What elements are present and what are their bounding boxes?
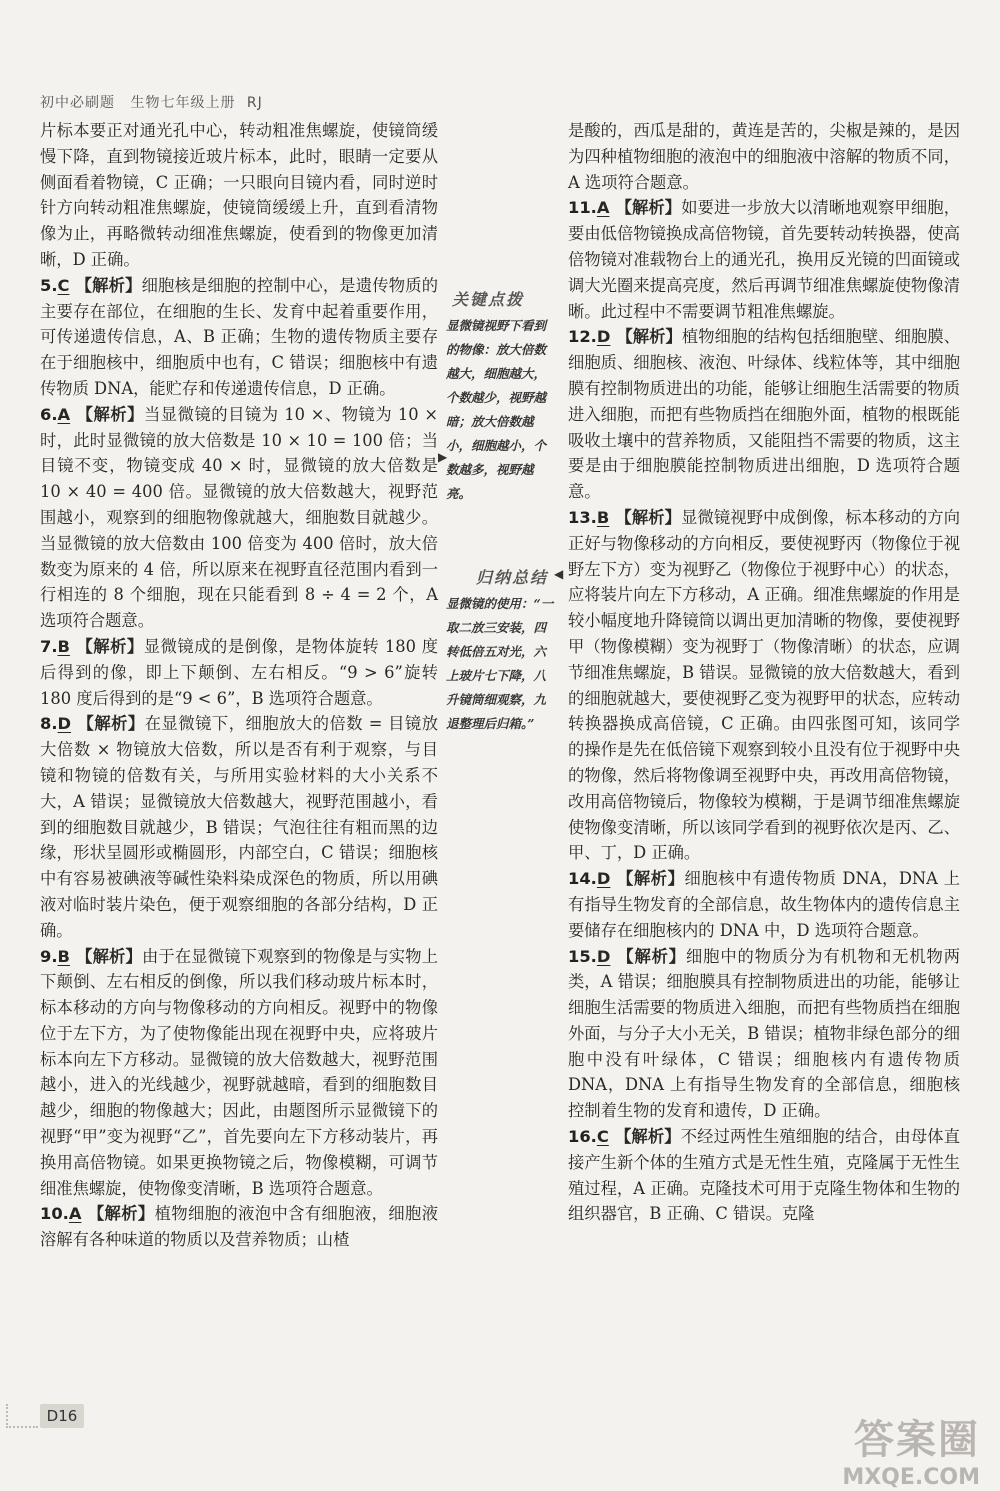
- item-text: 由于在显微镜下观察到的物像是与实物上下颠倒、左右相反的倒像，所以我们移动玻片标本时，标本移动的方向与物像移动的方向相反。视野中的物像位于左下方，为了使物像能出现在视野中央，应将玻片标本向左下方移动。显微镜的放大倍数越大，视野范围越小，进入的光线越少，视野就越暗，看到的细胞数目越少，细胞的物像越大；因此，由题图所示显微镜下的视野“甲”变为视野“乙”，首先要向左下方移动装片，再换用高倍物镜。如果更换物镜之后，物像模糊，可调节细准焦螺旋，使物像变清晰，B 选项符合题意。: [40, 946, 438, 1198]
- answer-item: [568, 944, 960, 1125]
- answer-item: [40, 711, 438, 943]
- item-number: 9.: [40, 946, 58, 966]
- item-answer: A: [68, 1204, 82, 1224]
- item-text: 在显微镜下，细胞放大的倍数 = 目镜放大倍数 × 物镜放大倍数，所以是否有利于观察，与目镜和物镜的倍数有关，与所用实验材料的大小关系不大，A 错误；显微镜放大倍数越大，视野范围越小，看到的细胞数目就越少，B 错误；气泡往往有粗而黑的边缘，形状呈圆形或椭圆形，内部空白，C 错误；细胞核中有容易被碘液等碱性染料染成深色的物质，所以用碘液对临时装片染色，便于观察细胞的各部分结构，D 正确。: [40, 714, 438, 940]
- item-text: 不经过两性生殖细胞的结合，由母体直接产生新个体的生殖方式是无性生殖，克隆属于无性生殖过程，A 正确。克隆技术可用于克隆生物体和生物的组织器官，B 正确、C 错误。克隆: [568, 1127, 960, 1224]
- left-column: [40, 118, 438, 1253]
- item-number: 5.: [40, 275, 58, 295]
- item-tag: 【解析】: [616, 327, 682, 347]
- item-answer: D: [57, 714, 72, 734]
- item-number: 7.: [40, 636, 58, 656]
- subject-name: 生物七年级上册: [130, 95, 236, 111]
- item-answer: C: [57, 275, 70, 295]
- running-header: [40, 92, 263, 112]
- key-tip-text: 显微镜视野下看到的物像：放大倍数越大，细胞越大，个数越少，视野越暗；放大倍数越小，细胞越小，个数越多，视野越亮。: [446, 318, 547, 501]
- key-tip-box: [446, 288, 558, 506]
- item-text: 植物细胞的结构包括细胞壁、细胞膜、细胞质、细胞核、液泡、叶绿体、线粒体等，其中细胞膜有控制物质进出的功能，能够让细胞生活需要的物质进入细胞，而把有些物质挡在细胞外面，植物的根既能吸收土壤中的营养物质，又能阻挡不需要的物质，这主要是由于细胞膜能控制物质进出细胞，D 选项符合题意。: [568, 327, 960, 502]
- item-text: 显微镜视野中成倒像，标本移动的方向正好与物像移动的方向相反，要使视野丙（物像位于视野左下方）变为视野乙（物像位于视野中心）的状态，应将装片向左下方移动，A 正确。细准焦螺旋的作用是较小幅度地升降镜筒以调出更加清晰的物像，要使视野甲（物像模糊）变为视野丁（物像清晰）的状态，应调节细准焦螺旋，B 错误。显微镜的放大倍数越大，看到的细胞就越大，要使视野乙变为视野甲的状态，应转动转换器换成高倍镜，C 正确。由四张图可知，该同学的操作是先在低倍镜下观察到较小且没有位于视野中央的物像，然后将物像调至视野中央，再改用高倍物镜，改用高倍物镜后，物像较为模糊，于是调节细准焦螺旋使物像变清晰，所以该同学看到的视野依次是丙、乙、甲、丁，D 正确。: [568, 507, 960, 863]
- answer-item: [568, 1124, 960, 1227]
- item-number: 13.: [568, 507, 597, 527]
- item-tag: 【解析】: [75, 636, 144, 656]
- item-answer: A: [596, 198, 610, 218]
- pointer-arrow-icon: ◀: [554, 567, 564, 581]
- item-text: 植物细胞的液泡中含有细胞液，细胞液溶解有各种味道的物质以及营养物质；山楂: [40, 1204, 438, 1250]
- answer-item: [40, 1201, 438, 1253]
- item-answer: B: [57, 636, 70, 656]
- answer-item: [40, 402, 438, 634]
- watermark: [842, 1408, 980, 1490]
- page-number: D16: [40, 1404, 84, 1428]
- item-answer: D: [596, 946, 611, 966]
- item-number: 15.: [568, 946, 597, 966]
- item-tag: 【解析】: [87, 1204, 155, 1224]
- item-tag: 【解析】: [614, 1127, 681, 1147]
- item-answer: A: [57, 404, 71, 424]
- item-number: 14.: [568, 869, 597, 889]
- answer-item: [40, 634, 438, 711]
- item-text: 如要进一步放大以清晰地观察甲细胞，要由低倍物镜换成高倍物镜，首先要转动转换器，使高倍物镜对准载物台上的通光孔，换用反光镜的凹面镜或调大光圈来提高亮度，然后再调节细准焦螺旋使物像清晰。此过程中不需要调节粗准焦螺旋。: [568, 198, 960, 321]
- answer-item: [568, 195, 960, 324]
- item-number: 6.: [40, 404, 58, 424]
- item-tag: 【解析】: [75, 275, 142, 295]
- item-text: 细胞中的物质分为有机物和无机物两类，A 错误；细胞膜具有控制物质进出的功能，能够让细胞生活需要的物质进入细胞，而把有些物质挡在细胞外面，与分子大小无关，B 错误；植物非绿色部分的细胞中没有叶绿体，C 错误；细胞核内有遗传物质 DNA，DNA 上有指导生物发育的全部信息，细胞核控制着生物的发育和遗传，D 正确。: [568, 946, 960, 1121]
- item-answer: B: [57, 946, 70, 966]
- item-text: 细胞核中有遗传物质 DNA，DNA 上有指导生物发育的全部信息，故生物体内的遗传信息主要储存在细胞核内的 DNA 中，D 选项符合题意。: [568, 869, 960, 940]
- book-name: 初中必刷题: [40, 95, 115, 111]
- item-answer: D: [596, 327, 611, 347]
- answer-item: [568, 505, 960, 866]
- item-text: 显微镜成的是倒像，是物体旋转 180 度后得到的像，即上下颠倒、左右相反。“9 > 6”旋转 180 度后得到的是“9 < 6”，B 选项符合题意。: [40, 636, 438, 708]
- item-tag: 【解析】: [615, 198, 682, 218]
- answer-item: [568, 324, 960, 505]
- item-number: 11.: [568, 198, 597, 218]
- answer-item: [568, 866, 960, 943]
- key-tip-title: 关键点拨: [452, 290, 525, 309]
- item-number: 10.: [40, 1204, 69, 1224]
- continued-paragraph: 片标本要正对通光孔中心，转动粗准焦螺旋，使镜筒缓慢下降，直到物镜接近玻片标本，此时，眼睛一定要从侧面看着物镜，C 正确；一只眼向目镜内看，同时逆时针方向转动粗准焦螺旋，使镜筒缓缓上升，直到看清物像为止，再略微转动细准焦螺旋，使看到的物像更加清晰，D 正确。: [40, 121, 438, 269]
- answer-item: [40, 944, 438, 1202]
- item-answer: D: [596, 869, 611, 889]
- item-tag: 【解析】: [615, 507, 682, 527]
- item-answer: B: [596, 507, 610, 527]
- item-tag: 【解析】: [75, 946, 142, 966]
- continued-paragraph: 是酸的，西瓜是甜的，黄连是苦的，尖椒是辣的，是因为四种植物细胞的液泡中的细胞液中溶解的物质不同，A 选项符合题意。: [568, 121, 960, 192]
- item-number: 16.: [568, 1127, 597, 1147]
- watermark-main: 答案圈: [854, 1417, 980, 1463]
- answer-item: [40, 273, 438, 402]
- item-tag: 【解析】: [76, 404, 144, 424]
- watermark-sub: MXQE.COM: [842, 1465, 980, 1490]
- item-text: 细胞核是细胞的控制中心，是遗传物质的主要存在部位，在细胞的生长、发育中起着重要作用，可传递遗传信息，A、B 正确；生物的遗传物质主要存在于细胞核中，细胞质中也有，C 错误；细胞核中有遗传物质 DNA，能贮存和传递遗传信息，D 正确。: [40, 275, 438, 398]
- right-column: [568, 118, 960, 1227]
- summary-tip-title: 归纳总结: [476, 568, 549, 587]
- corner-decoration: [6, 1404, 38, 1428]
- item-answer: C: [596, 1127, 609, 1147]
- summary-tip-box: [446, 566, 558, 736]
- summary-tip-text: 显微镜的使用：“一取二放三安装，四转低倍五对光，六上玻片七下降，八升镜筒细观察，九退整理后归箱。”: [446, 596, 554, 731]
- item-number: 12.: [568, 327, 597, 347]
- edition-label: RJ: [246, 95, 263, 111]
- pointer-arrow-icon: ▶: [438, 450, 448, 464]
- item-tag: 【解析】: [616, 869, 685, 889]
- item-text: 当显微镜的目镜为 10 ×、物镜为 10 × 时，此时显微镜的放大倍数是 10 × 10 = 100 倍；当目镜不变，物镜变成 40 × 时，显微镜的放大倍数是 10 × 40 = 400 倍。显微镜的放大倍数越大，视野范围越小，观察到的细胞物像就越大，细胞数目就越少。当显微镜的放大倍数由 100 倍变为 400 倍时，放大倍数变为原来的 4 倍，所以原来在视野直径范围内看到一行相连的 8 个细胞，现在只能看到 8 ÷ 4 = 2 个，A 选项符合题意。: [40, 404, 438, 631]
- item-number: 8.: [40, 714, 58, 734]
- item-tag: 【解析】: [616, 946, 686, 966]
- item-tag: 【解析】: [77, 714, 145, 734]
